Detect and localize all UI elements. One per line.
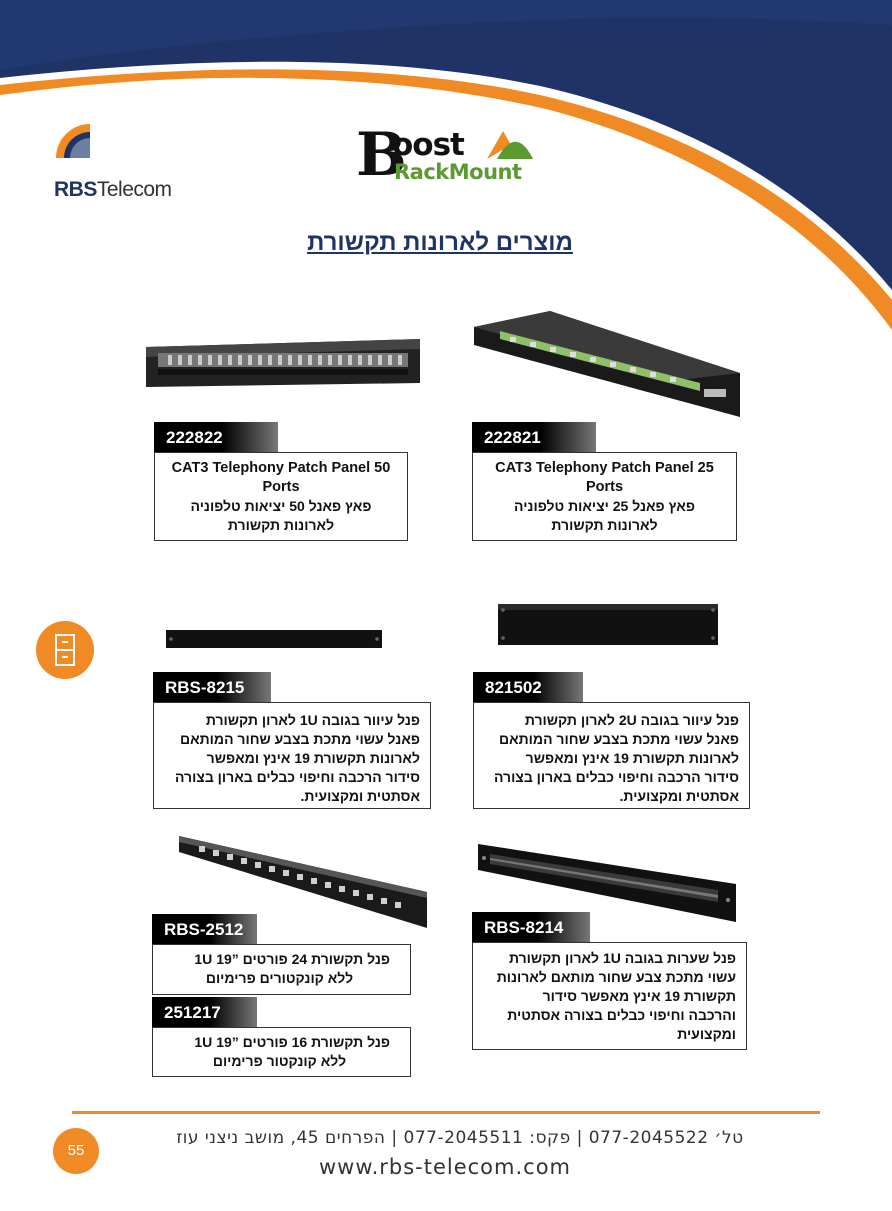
product-desc-line: ללא קונקטור פרימיום <box>212 1053 347 1069</box>
product-desc-line: סידור הרכבה וחיפוי כבלים בארון בצורה <box>174 769 420 785</box>
product-desc-line: פאץ פאנל 25 יציאות טלפוניה <box>514 498 695 514</box>
page-title: מוצרים לארונות תקשורת <box>307 229 573 256</box>
product-desc-line: פנל שערות בגובה 1U לארון תקשורת <box>508 950 736 966</box>
product-code-rbs-8215: RBS-8215 <box>153 672 271 703</box>
product-desc-222822 <box>154 452 408 541</box>
product-code-rbs-2512: RBS-2512 <box>152 914 257 945</box>
boost-logo-word: oost <box>392 127 464 163</box>
product-desc-line: פנל תקשורת 24 פורטים ”19 1U <box>194 951 390 967</box>
footer-contact: טל׳ 077-2045522 | פקס: 077-2045511 | הפרחים 45, מושב ניצני עוז <box>176 1128 744 1148</box>
product-desc-rbs-8215 <box>153 702 431 809</box>
product-code-821502: 821502 <box>473 672 583 703</box>
product-desc-line: לארונות תקשורת 19 אינץ ומאפשר <box>206 750 420 766</box>
product-desc-222821 <box>472 452 737 541</box>
product-code-222822: 222822 <box>154 422 278 453</box>
rbs-logo-icon <box>52 118 122 180</box>
product-desc-line: תקשורת 19 אינץ מאפשר סידור <box>542 988 736 1004</box>
product-desc-line: פנל תקשורת 16 פורטים ”19 1U <box>194 1034 390 1050</box>
product-desc-line: והרכבה וחיפוי כבלים בצורה אסתטית <box>507 1007 736 1023</box>
product-image-222822 <box>138 325 428 395</box>
product-desc-line: לארונות תקשורת 19 אינץ ומאפשר <box>525 750 739 766</box>
product-image-821502 <box>497 602 719 647</box>
product-desc-line: פאץ פאנל 50 יציאות טלפוניה <box>190 498 372 514</box>
product-desc-line: לארונות תקשורת <box>551 517 658 533</box>
product-image-rbs-8215 <box>165 628 383 650</box>
footer-website-link[interactable]: www.rbs-telecom.com <box>318 1155 572 1179</box>
product-desc-line: עשוי מתכת צבע שחור מותאם לארונות <box>496 969 736 985</box>
boost-mountain-icon <box>481 125 536 165</box>
product-desc-line: אסתטית ומקצועית. <box>619 788 739 804</box>
product-desc-rbs-2512 <box>152 944 411 995</box>
product-code-222821: 222821 <box>472 422 596 453</box>
product-desc-line: ללא קונקטורים פרימיום <box>205 970 354 986</box>
cabinet-icon <box>36 621 94 679</box>
product-image-222821 <box>470 305 750 423</box>
footer-divider <box>72 1111 820 1114</box>
product-desc-line: אסתטית ומקצועית. <box>300 788 420 804</box>
rbs-wordmark: RBSTelecom <box>54 178 172 201</box>
boost-logo <box>356 120 546 190</box>
product-desc-line: פנל עיוור בגובה 2U לארון תקשורת <box>524 712 739 728</box>
page-number: 55 <box>53 1128 99 1174</box>
product-desc-rbs-8214 <box>472 942 747 1050</box>
boost-logo-letter: B <box>356 120 407 190</box>
product-code-251217: 251217 <box>152 997 257 1028</box>
product-desc-line: פאנל עשוי מתכת בצבע שחור המותאם <box>499 731 739 747</box>
product-desc-821502 <box>473 702 750 809</box>
product-desc-line: פנל עיוור בגובה 1U לארון תקשורת <box>205 712 420 728</box>
product-desc-line: פאנל עשוי מתכת בצבע שחור המותאם <box>180 731 420 747</box>
boost-logo-sub: RackMount <box>394 160 522 184</box>
product-code-rbs-8214: RBS-8214 <box>472 912 590 943</box>
product-desc-line: ומקצועית <box>677 1026 736 1042</box>
product-en-title: CAT3 Telephony Patch Panel 50 Ports <box>171 460 391 495</box>
product-en-title: CAT3 Telephony Patch Panel 25 Ports <box>495 460 714 495</box>
product-desc-251217 <box>152 1027 411 1077</box>
product-desc-line: סידור הרכבה וחיפוי כבלים בארון בצורה <box>493 769 739 785</box>
product-desc-line: לארונות תקשורת <box>227 517 335 533</box>
